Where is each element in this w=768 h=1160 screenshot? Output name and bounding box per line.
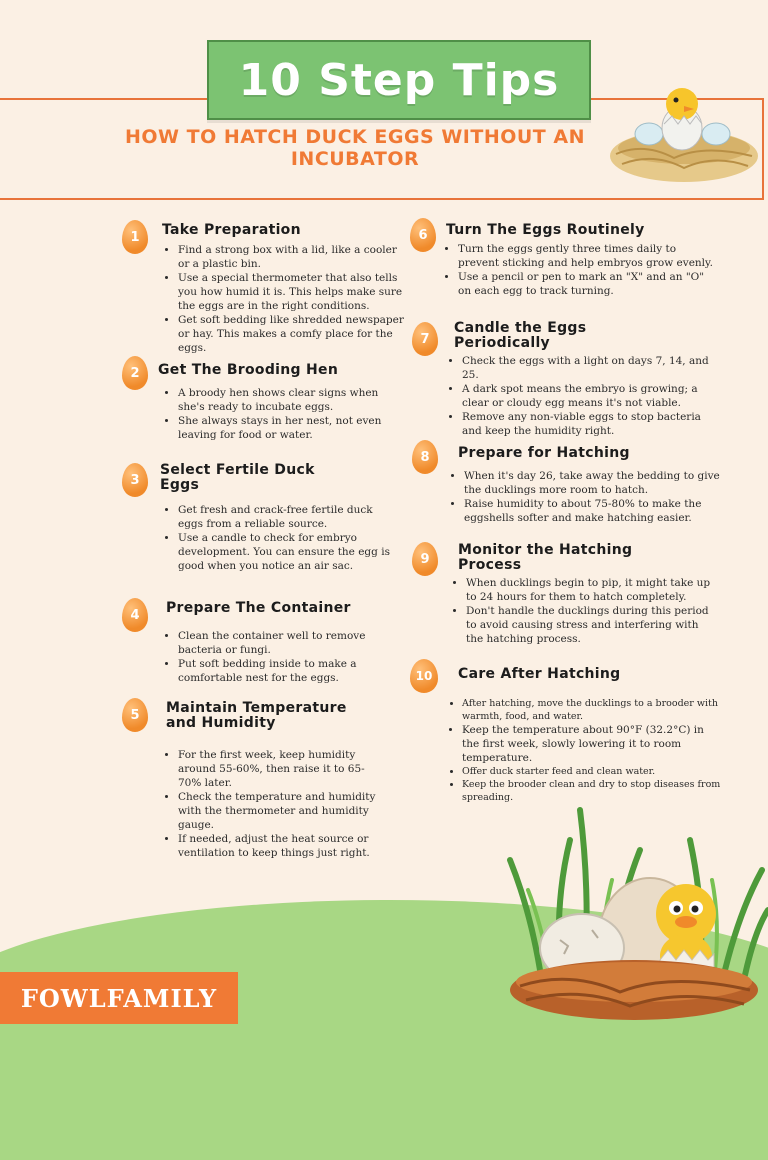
step-title: Monitor the Hatching Process (458, 542, 633, 573)
list-item: • For the first week, keep humidity around 55-60%, then raise it to 65-70% later. (178, 748, 378, 790)
brand-footer: FOWLFAMILY (0, 972, 238, 1024)
list-item: • Use a candle to check for embryo development. You can ensure the egg is good when you notice an air sac. (178, 531, 400, 573)
list-item: • Don't handle the ducklings during this period to avoid causing stress and interfering with the hatching process. (466, 604, 714, 646)
step-list (164, 386, 408, 442)
list-item: • She always stays in her nest, not even leaving for food or water. (178, 414, 408, 442)
list-item: • Get soft bedding like shredded newspaper or hay. This makes a comfy place for the eggs. (178, 313, 408, 355)
list-item: • Check the eggs with a light on days 7, 14, and 25. (462, 354, 720, 382)
list-item: • After hatching, move the ducklings to a brooder with warmth, food, and water. (462, 697, 722, 723)
step-number-badge: 1 (122, 220, 148, 254)
step-list (452, 576, 714, 646)
list-item: • Keep the temperature about 90°F (32.2°C) in the first week, slowly lowering it to room temperature. (462, 723, 722, 765)
step-1 (122, 217, 402, 357)
list-item: • Check the temperature and humidity with the thermometer and humidity gauge. (178, 790, 378, 832)
step-list (164, 748, 378, 860)
list-item: • Raise humidity to about 75-80% to make the eggshells softer and make hatching easier. (464, 497, 726, 525)
list-item: • A broody hen shows clear signs when she's ready to incubate eggs. (178, 386, 408, 414)
step-number-badge: 6 (410, 218, 436, 252)
step-title: Prepare for Hatching (458, 445, 630, 461)
step-3 (122, 460, 402, 580)
list-item: • Get fresh and crack-free fertile duck eggs from a reliable source. (178, 503, 400, 531)
list-item: • A dark spot means the embryo is growing; a clear or cloudy egg means it's not viable. (462, 382, 720, 410)
step-title: Prepare The Container (166, 600, 351, 616)
step-title: Select Fertile Duck Eggs (160, 462, 315, 493)
step-6 (410, 215, 713, 315)
step-number-badge: 9 (412, 542, 438, 576)
list-item: • Clean the container well to remove bacteria or fungi. (178, 629, 398, 657)
step-5 (122, 696, 402, 866)
step-title: Care After Hatching (458, 666, 621, 682)
step-list (164, 629, 398, 685)
page-subtitle: HOW TO HATCH DUCK EGGS WITHOUT AN INCUBATOR (124, 126, 585, 170)
chick-nest-illustration (604, 82, 764, 192)
step-list (450, 469, 726, 525)
list-item: • Use a special thermometer that also tells you how humid it is. This helps make sure the eggs are in the right conditions. (178, 271, 408, 313)
step-number-badge: 2 (122, 356, 148, 390)
list-item: • Put soft bedding inside to make a comfortable nest for the eggs. (178, 657, 398, 685)
step-7 (412, 320, 712, 440)
step-number-badge: 8 (412, 440, 438, 474)
list-item: • Remove any non-viable eggs to stop bacteria and keep the humidity right. (462, 410, 720, 438)
step-number-badge: 4 (122, 598, 148, 632)
step-10 (410, 657, 721, 807)
step-list (444, 242, 720, 298)
list-item: • If needed, adjust the heat source or ventilation to keep things just right. (178, 832, 378, 860)
step-number-badge: 7 (412, 322, 438, 356)
step-2 (122, 354, 402, 444)
step-title: Maintain Temperature and Humidity (166, 700, 347, 731)
step-number-badge: 3 (122, 463, 148, 497)
step-title: Candle the Eggs Periodically (454, 320, 587, 351)
list-item: • Turn the eggs gently three times daily to prevent sticking and help embryos grow evenly. (458, 242, 720, 270)
list-item: • Keep the brooder clean and dry to stop diseases from spreading. (462, 778, 722, 804)
duckling-nest-illustration (500, 800, 768, 1024)
list-item: • When it's day 26, take away the bedding to give the ducklings more room to hatch. (464, 469, 726, 497)
step-title: Take Preparation (162, 222, 301, 238)
title-banner (207, 40, 591, 120)
step-list (164, 503, 400, 573)
page-title: 10 Step Tips (238, 54, 560, 106)
step-title: Turn The Eggs Routinely (446, 222, 645, 238)
step-number-badge: 10 (410, 659, 438, 693)
list-item: • When ducklings begin to pip, it might take up to 24 hours for them to hatch completely. (466, 576, 714, 604)
step-list (448, 354, 720, 438)
step-number-badge: 5 (122, 698, 148, 732)
list-item: • Find a strong box with a lid, like a cooler or a plastic bin. (178, 243, 408, 271)
list-item: • Use a pencil or pen to mark an "X" and an "O" on each egg to track turning. (458, 270, 720, 298)
list-item: • Offer duck starter feed and clean water. (462, 765, 722, 778)
step-list (448, 697, 722, 804)
step-4 (122, 596, 402, 686)
step-list (164, 243, 408, 355)
step-9 (412, 540, 712, 665)
step-8 (412, 438, 720, 528)
step-title: Get The Brooding Hen (158, 362, 339, 378)
